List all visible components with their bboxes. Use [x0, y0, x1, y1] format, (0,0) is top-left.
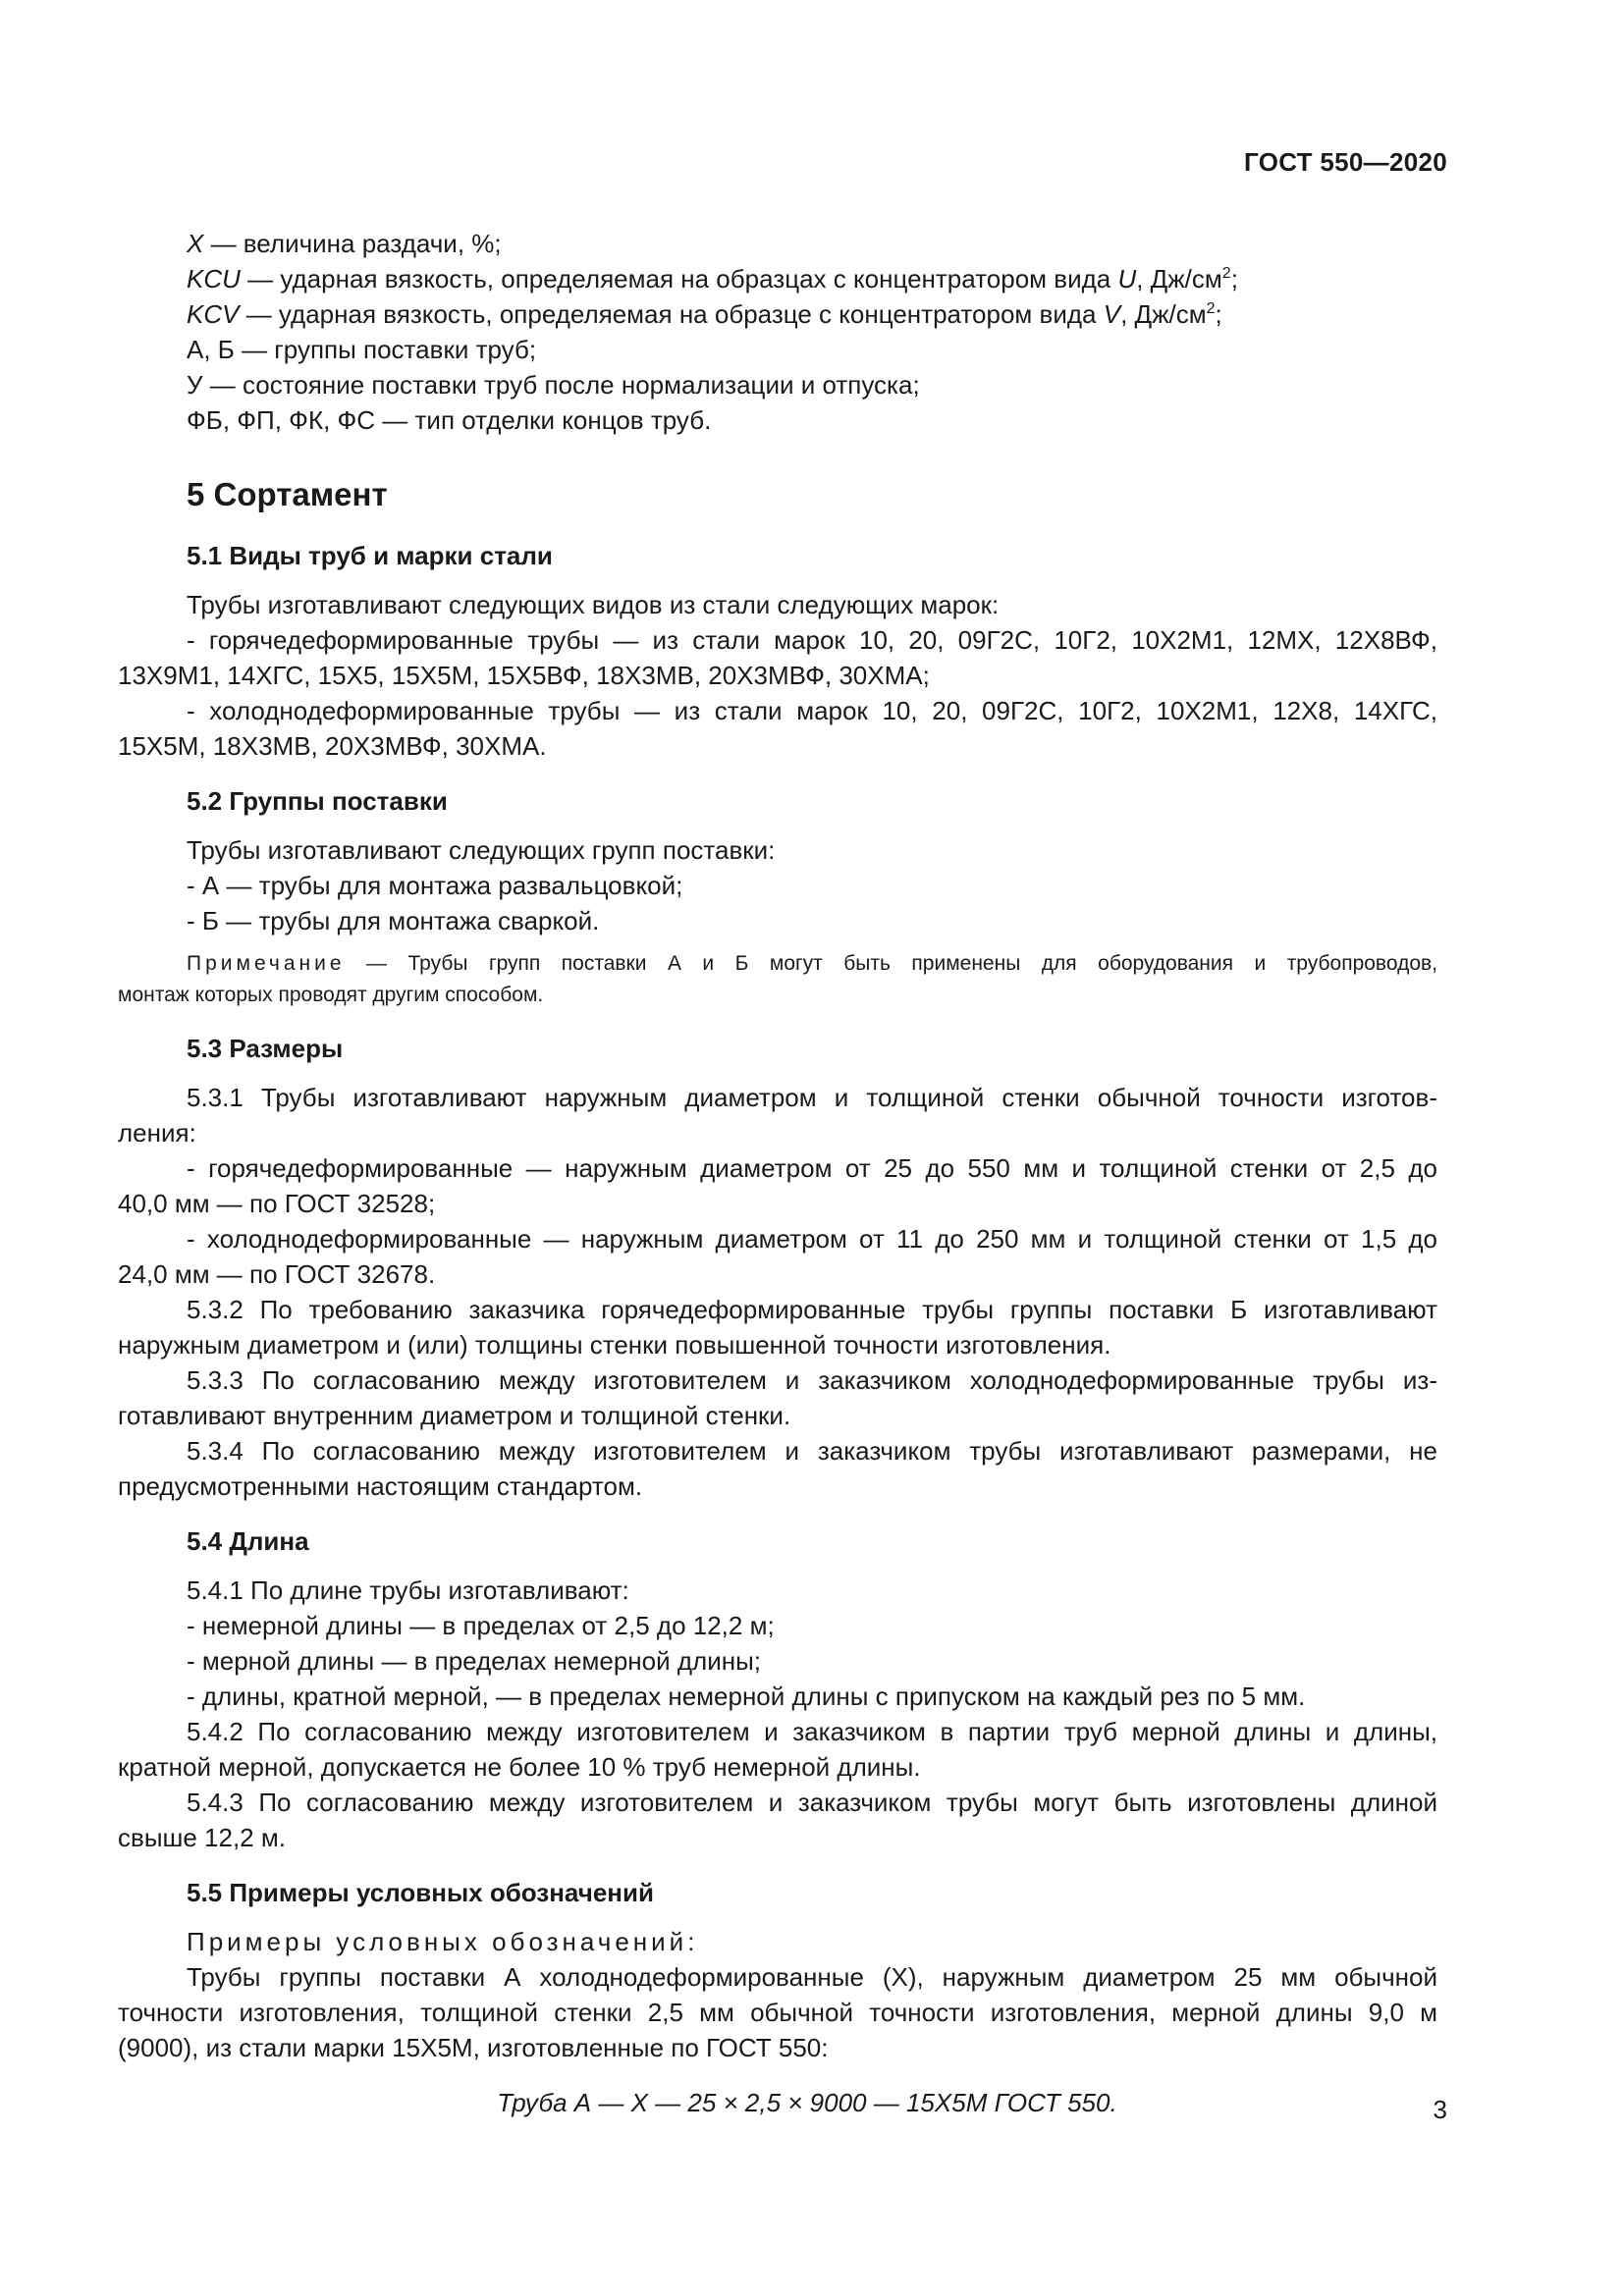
paragraph: 5.3.3 По согласованию между изготовителем и заказчиком холоднодеформированные трубы из- [187, 1365, 1437, 1395]
note-line: монтаж которых проводят другим способом. [118, 984, 544, 1006]
legend-symbol: U [1117, 264, 1137, 294]
legend-unit: , Дж/см [1136, 264, 1222, 294]
list-item: - А — трубы для монтажа развальцовкой; [187, 871, 683, 900]
list-item-continuation: 24,0 мм — по ГОСТ 32678. [118, 1259, 436, 1289]
paragraph-continuation: предусмотренными настоящим стандартом. [118, 1471, 643, 1501]
paragraph: Трубы изготавливают следующих групп поставки: [187, 835, 776, 865]
legend-symbol: KCU [187, 264, 241, 294]
paragraph-continuation: кратной мерной, допускается не более 10 % труб немерной длины. [118, 1752, 921, 1782]
list-item: - холоднодеформированные трубы — из стали марок 10, 20, 09Г2С, 10Г2, 10Х2М1, 12Х8, 14ХГС, [187, 696, 1437, 725]
list-item: - горячедеформированные — наружным диаметром от 25 до 550 мм и толщиной стенки от 2,5 до [187, 1153, 1437, 1183]
subsection-title: 5.3 Размеры [187, 1034, 344, 1063]
list-item: - немерной длины — в пределах от 2,5 до 12,2 м; [187, 1611, 775, 1640]
paragraph: Трубы группы поставки А холоднодеформированные (Х), наружным диаметром 25 мм обычной [187, 1962, 1437, 1992]
paragraph: 5.4.1 По длине трубы изготавливают: [187, 1575, 629, 1605]
legend-symbol: KCV [187, 299, 240, 329]
paragraph: 5.3.1 Трубы изготавливают наружным диаметром и толщиной стенки обычной точности изготов- [187, 1083, 1437, 1112]
symbol-legend [118, 226, 1437, 438]
document-body [118, 226, 1437, 2120]
paragraph-continuation: наружным диаметром и (или) толщины стенки повышенной точности изготовления. [118, 1330, 1111, 1360]
legend-end: ; [1230, 264, 1238, 294]
legend-symbol: X [187, 229, 204, 258]
paragraph: 5.3.2 По требованию заказчика горячедеформированные трубы группы поставки Б изготавливают [187, 1295, 1437, 1324]
list-item-continuation: 13Х9М1, 14ХГС, 15Х5, 15Х5М, 15Х5ВФ, 18Х3МВ, 20Х3МВФ, 30ХМА; [118, 661, 930, 690]
legend-text: — величина раздачи, %; [203, 229, 502, 258]
paragraph-continuation: (9000), из стали марки 15Х5М, изготовленные по ГОСТ 550: [118, 2033, 829, 2062]
legend-end: ; [1215, 299, 1222, 329]
legend-item [118, 261, 1437, 296]
paragraph: Трубы изготавливают следующих видов из стали следующих марок: [187, 590, 1000, 619]
note-label: Примечание [187, 952, 346, 975]
list-item-continuation: 40,0 мм — по ГОСТ 32528; [118, 1189, 436, 1218]
examples-label: Примеры условных обозначений: [187, 1927, 699, 1956]
note-line [118, 948, 1437, 980]
page-number: 3 [1433, 2095, 1447, 2124]
legend-unit: , Дж/см [1120, 299, 1207, 329]
subsection-title: 5.2 Группы поставки [187, 786, 448, 816]
paragraph-continuation: готавливают внутренним диаметром и толщиной стенки. [118, 1401, 791, 1430]
legend-text: — ударная вязкость, определяемая на образце с концентратором вида [239, 299, 1104, 329]
legend-item: ФБ, ФП, ФК, ФС — тип отделки концов труб. [187, 405, 712, 435]
document-code: ГОСТ 550—2020 [1244, 147, 1447, 177]
paragraph: 5.4.3 По согласованию между изготовителем и заказчиком трубы могут быть изготовлены длиной [187, 1788, 1437, 1817]
subsection-title: 5.4 Длина [187, 1526, 309, 1556]
legend-superscript: 2 [1221, 265, 1231, 282]
legend-text: — ударная вязкость, определяемая на образцах с концентратором вида [240, 264, 1118, 294]
legend-superscript: 2 [1206, 300, 1216, 317]
note-text: — Трубы групп поставки А и Б могут быть применены для оборудования и трубопроводов, [345, 952, 1437, 975]
list-item: - Б — трубы для монтажа сваркой. [187, 906, 600, 935]
note [118, 948, 1437, 1011]
section-title: 5 Сортамент [187, 476, 388, 512]
designation-formula: Труба А — Х — 25 × 2,5 × 9000 — 15Х5М ГОСТ 550. [497, 2088, 1117, 2117]
paragraph: 5.3.4 По согласованию между изготовителем и заказчиком трубы изготавливают размерами, не [187, 1436, 1437, 1466]
list-item-continuation: 15Х5М, 18Х3МВ, 20Х3МВФ, 30ХМА. [118, 731, 547, 761]
list-item: - холоднодеформированные — наружным диаметром от 11 до 250 мм и толщиной стенки от 1,5 до [187, 1224, 1437, 1254]
subsection-title: 5.5 Примеры условных обозначений [187, 1878, 654, 1907]
list-item: - длины, кратной мерной, — в пределах немерной длины с припуском на каждый рез по 5 мм. [187, 1682, 1306, 1711]
paragraph-continuation: точности изготовления, толщиной стенки 2,5 мм обычной точности изготовления, мерной длины 9,0 м [118, 1998, 1437, 2027]
list-item: - горячедеформированные трубы — из стали марок 10, 20, 09Г2С, 10Г2, 10Х2М1, 12МХ, 12Х8ВФ, [187, 625, 1437, 655]
legend-item: А, Б — группы поставки труб; [187, 335, 537, 364]
legend-symbol: V [1103, 299, 1121, 329]
paragraph-continuation: ления: [118, 1118, 196, 1148]
legend-item: У — состояние поставки труб после нормализации и отпуска; [187, 370, 920, 400]
legend-item [118, 296, 1437, 332]
legend-item [118, 226, 1437, 261]
paragraph-continuation: свыше 12,2 м. [118, 1823, 286, 1852]
paragraph: 5.4.2 По согласованию между изготовителем и заказчиком в партии труб мерной длины и длины, [187, 1717, 1437, 1746]
subsection-title: 5.1 Виды труб и марки стали [187, 541, 553, 570]
list-item: - мерной длины — в пределах немерной длины; [187, 1646, 761, 1676]
